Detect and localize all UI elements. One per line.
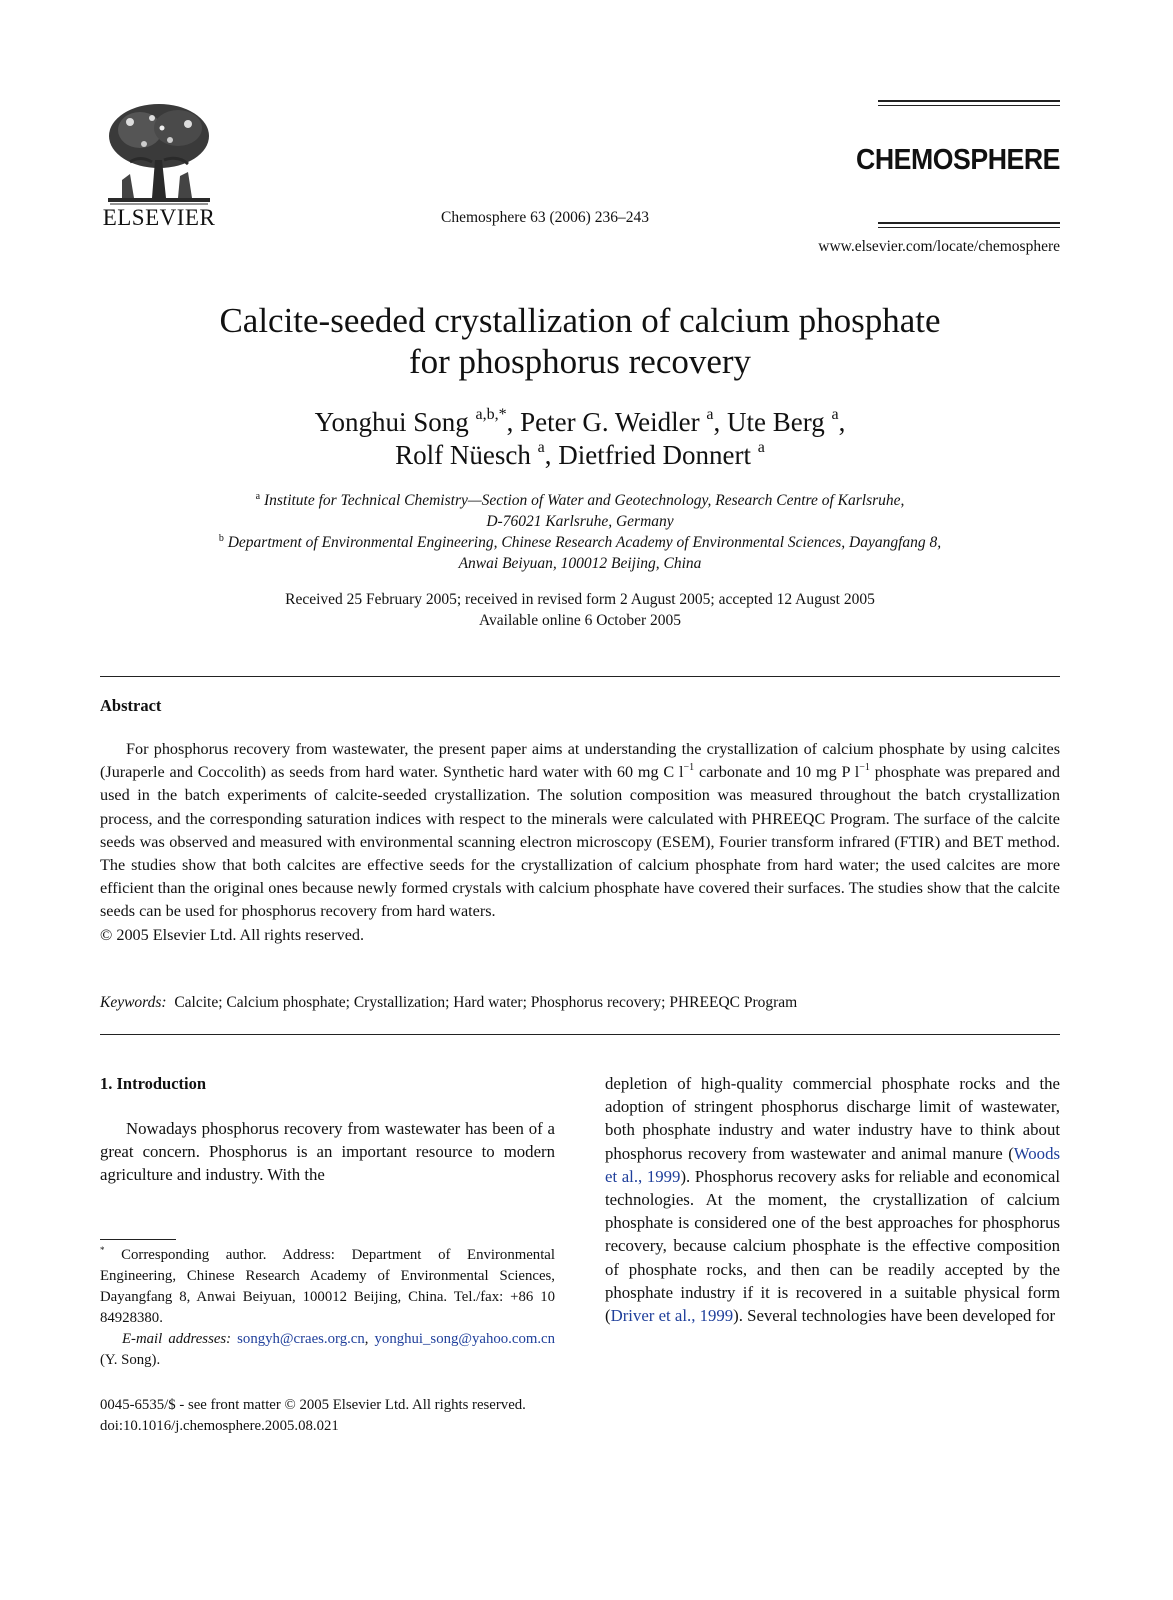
footnote-emails	[100, 1329, 555, 1371]
journal-title: CHEMOSPHERE	[856, 144, 1060, 176]
author-affiliation-mark: a	[831, 406, 839, 423]
reference-link[interactable]: Woods et al., 1999	[605, 1143, 1060, 1186]
body-paragraph: Nowadays phosphorus recovery from wastewater has been of a great concern. Phosphorus is an important resource to modern agriculture and industry. With the	[100, 1119, 555, 1185]
unit-exponent: −1	[683, 762, 695, 774]
body-text: depletion of high-quality commercial phosphate rocks and the adoption of stringent phosphorus discharge limit of wastewater, both phosphate industry and water industry have to think about phosphorus recovery from wastewater and animal manure (	[605, 1074, 1060, 1163]
left-column	[100, 1072, 555, 1187]
title-line-1: Calcite-seeded crystallization of calcium phosphate	[219, 301, 941, 340]
author-separator: ,	[838, 407, 846, 437]
author-list	[100, 406, 1060, 472]
doi-line: doi:10.1016/j.chemosphere.2005.08.021	[100, 1418, 339, 1434]
unit-exponent: −1	[859, 762, 870, 774]
author-line-1	[100, 406, 1060, 439]
author-name: Peter G. Weidler	[520, 407, 700, 437]
article-dates	[100, 589, 1060, 631]
author-affiliation-mark: a	[757, 439, 765, 456]
publisher-name: ELSEVIER	[102, 205, 216, 230]
affiliation-text: Department of Environmental Engineering, Chinese Research Academy of Environmental Sciences, Dayangfang 8,	[227, 534, 942, 551]
body-text: ). Phosphorus recovery asks for reliable and economical technologies. At the moment, the crystallization of calcium phosphate is considered one of the best approaches for phosphorus recovery, because calcium phosphate is the effective composition of phosphate rocks, and then can be readily accepted by the phosphate industry if it is recovered in a suitable physical form (	[605, 1166, 1060, 1326]
affiliation-a	[100, 490, 1060, 511]
email-link[interactable]: yonghui_song@yahoo.com.cn	[374, 1331, 556, 1347]
paper-title	[100, 300, 1060, 382]
affiliation-mark: a	[255, 491, 261, 502]
title-line-2: for phosphorus recovery	[408, 342, 752, 381]
section-heading: 1. Introduction	[100, 1074, 207, 1093]
body-paragraph	[605, 1072, 1060, 1327]
keywords	[100, 994, 1060, 1012]
author-name: Yonghui Song	[314, 407, 469, 437]
abstract-copyright: © 2005 Elsevier Ltd. All rights reserved.	[100, 925, 365, 944]
author-name: Rolf Nüesch	[395, 440, 531, 470]
keywords-label: Keywords:	[100, 994, 167, 1011]
email-separator: ,	[364, 1331, 375, 1347]
affiliation-b	[100, 532, 1060, 553]
divider	[100, 676, 1060, 677]
author-name: Ute Berg	[726, 407, 825, 437]
author-line-2	[100, 439, 1060, 472]
received-dates: Received 25 February 2005; received in revised form 2 August 2005; accepted 12 August 2005	[285, 591, 875, 608]
header-rule-bottom	[878, 222, 1060, 228]
abstract-body	[100, 738, 1060, 947]
keywords-text: Calcite; Calcium phosphate; Crystallization; Hard water; Phosphorus recovery; PHREEQC Program	[174, 994, 798, 1011]
reference-link[interactable]: Driver et al., 1999	[610, 1306, 734, 1326]
abstract-paragraph	[100, 738, 1060, 924]
right-column	[605, 1072, 1060, 1327]
author-name: Dietfried Donnert	[558, 440, 751, 470]
available-online-date: Available online 6 October 2005	[478, 612, 681, 629]
affiliations	[100, 490, 1060, 574]
email-link[interactable]: songyh@craes.org.cn	[237, 1331, 365, 1347]
abstract-text: For phosphorus recovery from wastewater, the present paper aims at understanding the crystallization of calcium phosphate by using calcites (Juraperle and Coccolith) as seeds from hard water. Synthetic hard water with 60 mg C l	[100, 740, 1060, 782]
footnote-rule	[100, 1239, 176, 1240]
footnote-mark: *	[100, 1245, 105, 1255]
footnote-address	[100, 1245, 555, 1329]
abstract-text: carbonate and 10 mg P l	[694, 763, 860, 782]
divider	[100, 1034, 1060, 1035]
affiliation-a-address: D-76021 Karlsruhe, Germany	[486, 513, 674, 530]
affiliation-text: Institute for Technical Chemistry—Section of Water and Geotechnology, Research Centre of Karlsruhe,	[263, 492, 905, 509]
author-affiliation-mark: a	[537, 439, 545, 456]
journal-url[interactable]: www.elsevier.com/locate/chemosphere	[818, 238, 1060, 255]
email-owner: (Y. Song).	[100, 1352, 161, 1368]
author-separator: ,	[713, 407, 727, 437]
header-rule-top	[878, 100, 1060, 106]
body-text: ). Several technologies have been developed for	[733, 1306, 1056, 1326]
abstract-text: phosphate was prepared and used in the batch experiments of calcite-seeded crystallization. The solution composition was measured throughout the batch crystallization process, and the corresponding saturation indices with respect to the minerals were calculated with PHREEQC Program. The surface of the calcite seeds was observed and measured with environmental scanning electron microscopy (ESEM), Fourier transform infrared (FTIR) and BET method. The studies show that both calcites are effective seeds for the crystallization of calcium phosphate from hard water; the used calcites are more efficient than the original ones because newly formed crystals with calcium phosphate have covered their surfaces. The studies show that the calcite seeds can be used for phosphorus recovery from hard waters.	[100, 763, 1060, 921]
email-label: E-mail addresses:	[122, 1331, 232, 1347]
author-affiliation-mark: a,b,*	[475, 406, 507, 423]
abstract-heading: Abstract	[100, 696, 162, 715]
corresponding-author-footnote	[100, 1245, 555, 1371]
author-separator: ,	[506, 407, 521, 437]
affiliation-mark: b	[218, 533, 224, 544]
author-separator: ,	[544, 440, 559, 470]
journal-citation: Chemosphere 63 (2006) 236–243	[441, 209, 649, 226]
footnote-text: Corresponding author. Address: Department of Environmental Engineering, Chinese Research Academy of Environmental Sciences, Dayangfang 8, Anwai Beiyuan, 100012 Beijing, China. Tel./fax: +86 10 84928380.	[100, 1247, 555, 1326]
front-matter	[100, 1395, 700, 1437]
affiliation-b-address: Anwai Beiyuan, 100012 Beijing, China	[458, 555, 702, 572]
issn-line: 0045-6535/$ - see front matter © 2005 Elsevier Ltd. All rights reserved.	[100, 1397, 526, 1413]
author-affiliation-mark: a	[706, 406, 714, 423]
